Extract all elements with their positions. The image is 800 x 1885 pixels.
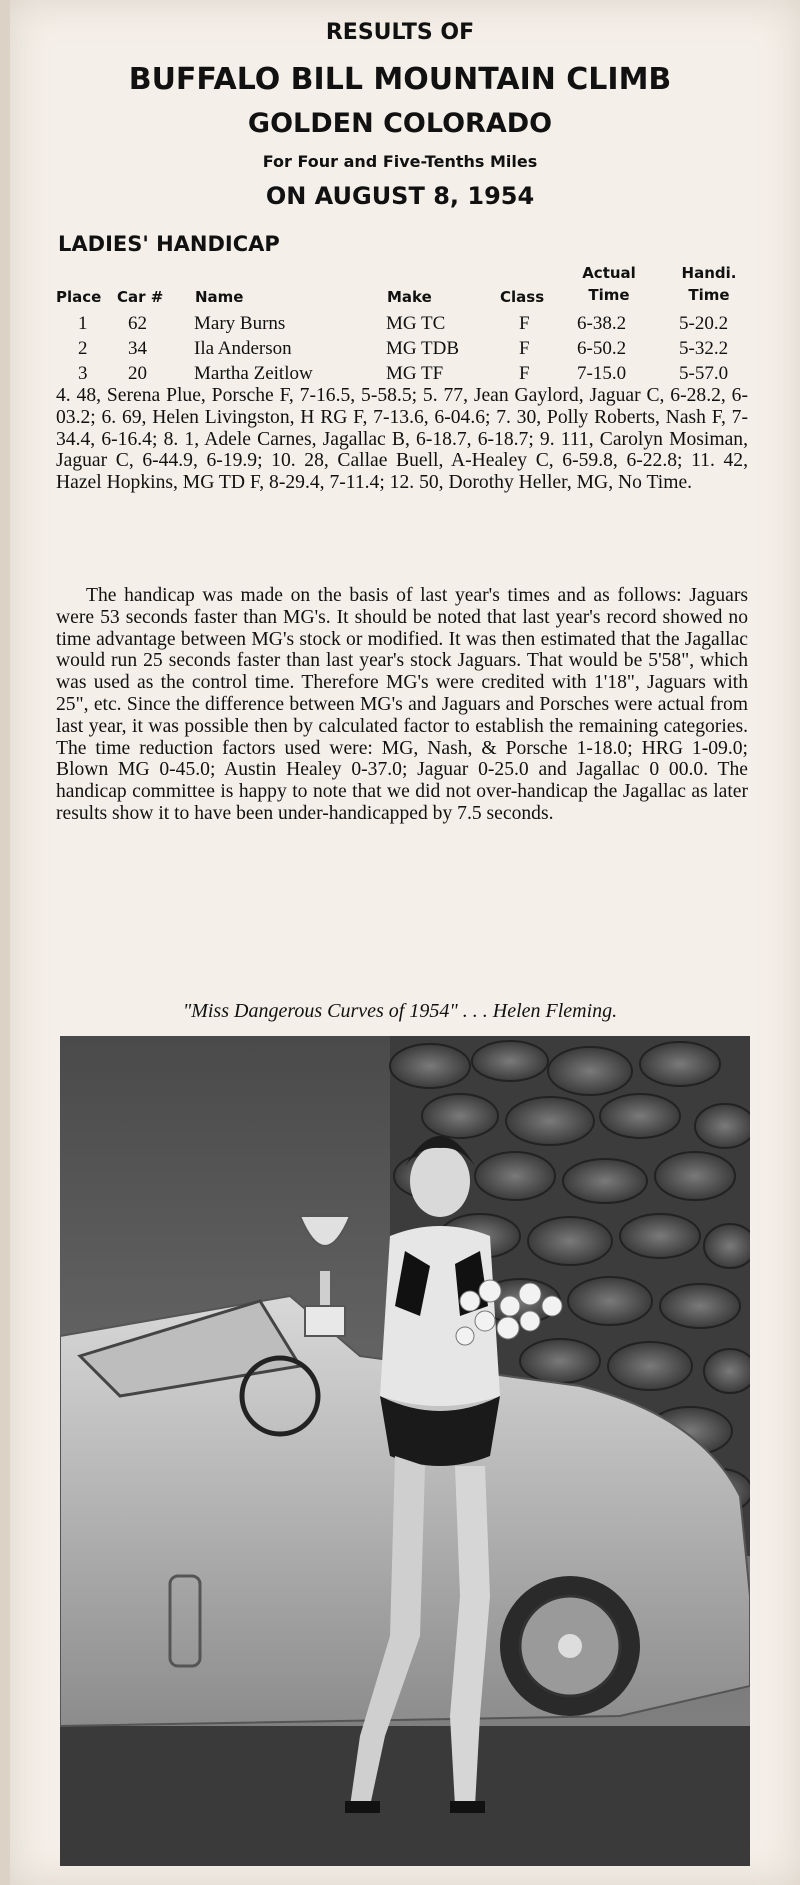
table-row-class: F <box>519 338 530 359</box>
header-date: ON AUGUST 8, 1954 <box>265 182 535 210</box>
table-row-name: Ila Anderson <box>194 338 292 359</box>
ground <box>60 1726 750 1866</box>
table-row-place: 3 <box>78 363 88 384</box>
table-row-handi: 5-32.2 <box>679 338 729 359</box>
header-distance: For Four and Five-Tenths Miles <box>262 152 538 171</box>
results-paragraph: 4. 48, Serena Plue, Porsche F, 7-16.5, 5-58.5; 5. 77, Jean Gaylord, Jaguar C, 6-28.2, 6-03.2; 6. 69, Helen Livingston, H RG F, 7-13.6, 6-04.6; 7. 30, Polly Roberts, Nash F, 7-34.4, 6-16.4; 8. 1, Adele Carnes, Jagallac B, 6-18.7, 6-18.7; 9. 111, Carolyn Mosiman, Jaguar C, 6-44.9, 6-19.9; 10. 28, Callae Buell, A-Healey C, 6-59.8, 6-22.8; 11. 42, Hazel Hopkins, MG TD F, 8-29.4, 7-11.4; 12. 50, Dorothy Heller, MG, No Time. <box>56 385 748 494</box>
table-row-make: MG TF <box>386 363 444 384</box>
col-header-handi <box>677 262 741 306</box>
table-row-car: 20 <box>128 363 147 384</box>
table-row-actual: 6-50.2 <box>577 338 627 359</box>
col-header-car: Car # <box>117 288 164 306</box>
table-row-actual: 7-15.0 <box>577 363 627 384</box>
photo-illustration <box>60 1036 750 1866</box>
table-row-name: Mary Burns <box>194 313 286 334</box>
table-row-class: F <box>519 313 530 334</box>
table-row-place: 2 <box>78 338 88 359</box>
car-hub <box>558 1634 582 1658</box>
col-header-name: Name <box>195 288 244 306</box>
col-header-class: Class <box>500 288 545 306</box>
header-location: GOLDEN COLORADO <box>247 108 553 139</box>
col-header-make: Make <box>387 288 432 306</box>
table-row-actual: 6-38.2 <box>577 313 627 334</box>
table-row-place: 1 <box>78 313 88 334</box>
table-row-car: 34 <box>128 338 147 359</box>
handicap-paragraph: The handicap was made on the basis of last year's times and as follows: Jaguars were 53 seconds faster than MG's. It should be noted that last year's record showed no time advantage between MG's stock or modified. It was then estimated that the Jagallac would run 25 seconds faster than last year's stock Jaguars. That would be 5'58", which was used as the control time. Therefore MG's were credited with 1'18", Jaguars with 25", etc. Since the difference between MG's and Jaguars and Porsches were actual from last year, it was possible then by calculated factor to establish the remaining categories. The time reduction factors used were: MG, Nash, & Porsche 1-18.0; HRG 1-09.0; Blown MG 0-45.0; Austin Healey 0-37.0; Jaguar 0-25.0 and Jagallac 0 00.0. The handicap committee is happy to note that we did not over-handicap the Jagallac as later results show it to have been under-handicapped by 7.5 seconds. <box>56 585 748 824</box>
photo-caption: "Miss Dangerous Curves of 1954" . . . Helen Fleming. <box>182 1000 618 1022</box>
col-header-actual <box>576 262 642 306</box>
table-row-handi: 5-20.2 <box>679 313 729 334</box>
table-row-name: Martha Zeitlow <box>194 363 313 384</box>
col-header-handi-line2: Time <box>688 286 730 304</box>
col-header-handi-line1: Handi. <box>681 264 737 282</box>
col-header-actual-line2: Time <box>588 286 630 304</box>
col-header-actual-line1: Actual <box>582 264 636 282</box>
header-event-title: BUFFALO BILL MOUNTAIN CLIMB <box>128 62 672 97</box>
table-row-make: MG TDB <box>386 338 460 359</box>
table-row-class: F <box>519 363 530 384</box>
table-row-car: 62 <box>128 313 147 334</box>
section-title: LADIES' HANDICAP <box>58 232 280 256</box>
col-header-place: Place <box>56 288 102 306</box>
table-row-make: MG TC <box>386 313 446 334</box>
table-row-handi: 5-57.0 <box>679 363 729 384</box>
header-results-of: RESULTS OF <box>325 20 475 45</box>
photo-miss-dangerous-curves <box>60 1036 750 1866</box>
